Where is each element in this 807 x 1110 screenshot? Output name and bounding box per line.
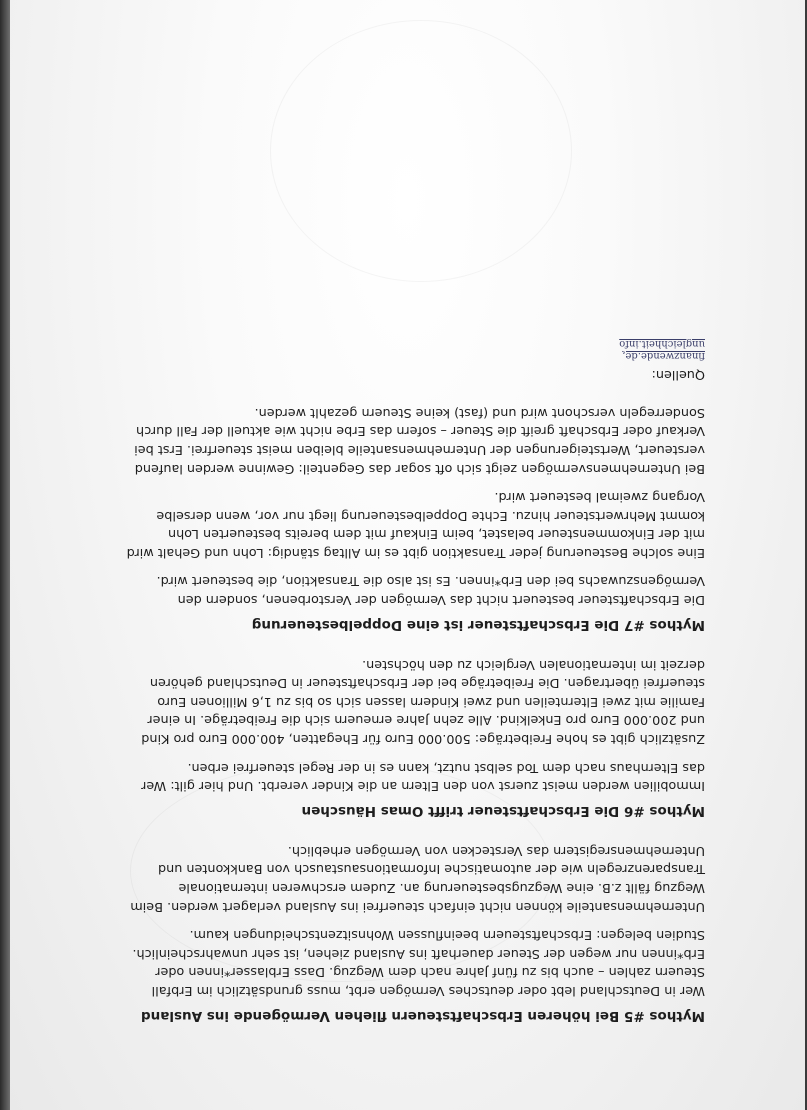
document-body (85, 337, 705, 1025)
paragraph: Bei Unternehmensvermögen zeigt sich oft sogar das Gegenteil: Gewinne werden laufend versteuert, Wertsteigerungen der Unternehmensanteile bleiben meist steuerfrei. Erst bei Verkauf oder Erbschaft greift die Steuer – sofern das Erbe nicht wie aktuell der Fall durch Sonderregeln verschont wird und (fast) keine Steuern gezahlt werden. (134, 404, 705, 476)
paragraph: Die Erbschaftsteuer besteuert nicht das Vermögen der Verstorbenen, sondern den Vermögenszuwachs bei den Erb*innen. Es ist also die Transaktion, die besteuert wird. (156, 573, 705, 608)
sources-label: Quellen: (651, 367, 705, 383)
section-mythos-5 (85, 840, 705, 1025)
section-mythos-6 (85, 654, 705, 820)
sources-list (85, 337, 705, 361)
source-link[interactable]: finanzwende.de, (622, 350, 705, 362)
scan-edge (0, 0, 10, 1110)
paragraph: Wer in Deutschland lebt oder deutsches Vermögen erbt, muss grundsätzlich im Erbfall Steuern zahlen – auch bis zu fünf Jahre nach dem Wegzug. Dass Erblasser*innen oder Erb*innen nur wegen der Steuer dauerhaft ins Ausland ziehen, ist sehr unwahrscheinlich. Studien belegen: Erbschaftsteuern beeinflussen Wohnsitzentscheidungen kaum. (132, 927, 705, 998)
section-mythos-7 (85, 402, 705, 634)
paragraph: Zusätzlich gibt es hohe Freibeträge: 500.000 Euro für Ehegatten, 400.000 Euro pro Kind und 200.000 Euro pro Enkelkind. Alle zehn Jahre erneuern sich die Freibeträge. In einer Familie mit zwei Elternteilen und zwei Kindern lassen sich so bis zu 1,6 Millionen Euro steuerfrei übertragen. Die Freibeträge bei der Erbschaftsteuer in Deutschland gehören derzeit im internationalen Vergleich zu den höchsten. (141, 656, 705, 747)
paragraph: Unternehmensanteile können nicht einfach steuerfrei ins Ausland verlagert werden. Beim Wegzug fällt z.B. eine Wegzugsbesteuerung an. Zudem erschweren internationale Transparenzregeln wie der automatische Informationsaustausch von Bankkonten und Unternehmensregistern das Verstecken von Vermögen erheblich. (130, 842, 705, 914)
document-page (10, 0, 805, 1110)
paragraph: Immobilien werden meist zuerst von den Eltern an die Kinder vererbt. Und hier gilt: Wer das Elternhaus nach dem Tod selbst nutzt, kann es in der Regel steuerfrei erben. (141, 759, 705, 794)
section-heading: Mythos #6 Die Erbschaftsteuer trifft Omas Häuschen (301, 803, 705, 820)
source-link[interactable]: ungleichheit.info (619, 338, 705, 350)
section-heading: Mythos #5 Bei höheren Erbschaftsteuern fliehen Vermögende ins Ausland (140, 1008, 705, 1024)
paragraph: Eine solche Besteuerung jeder Transaktion gibt es im Alltag ständig: Lohn und Gehalt wird mit der Einkommensteuer belastet, beim Einkauf mit dem bereits besteuerten Lohn kommt Mehrwertsteuer hinzu. Echte Doppelbesteuerung liegt nur vor, wenn derselbe Vorgang zweimal besteuert wird. (126, 489, 705, 560)
section-heading: Mythos #7 Die Erbschaftsteuer ist eine Doppelbesteuerung (251, 617, 705, 634)
upside-down-content (10, 0, 805, 1110)
